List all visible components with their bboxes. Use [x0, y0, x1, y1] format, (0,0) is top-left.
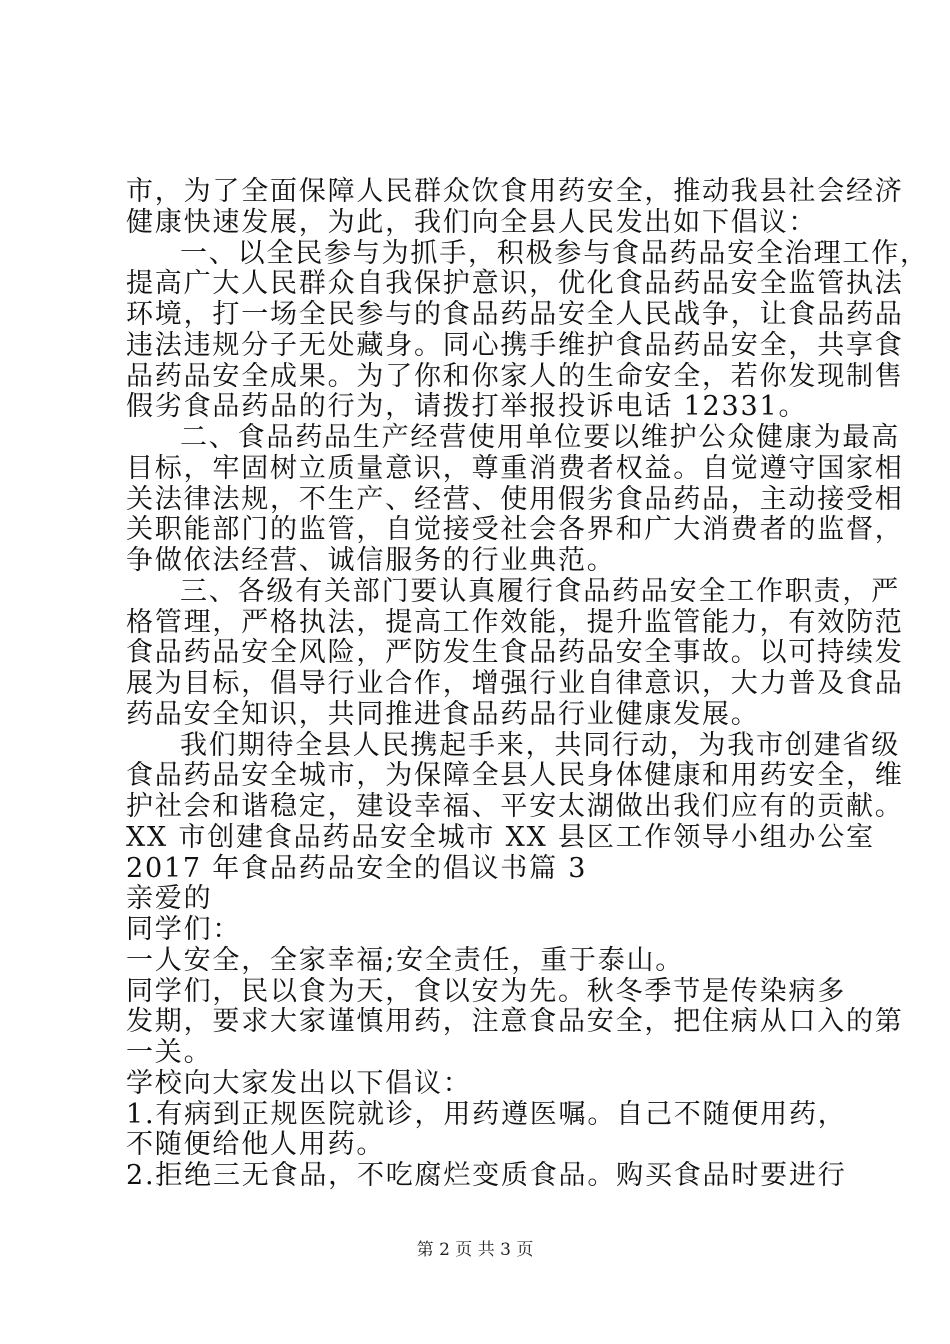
body-line: 发期，要求大家谨慎用药，注意食品安全，把住病从口入的第: [126, 1006, 904, 1038]
signature-line: XX 市创建食品药品安全城市 XX 县区工作领导小组办公室: [126, 821, 875, 853]
body-line: 市，为了全面保障人民群众饮食用药安全，推动我县社会经济: [126, 176, 904, 207]
section-heading: 2017 年食品药品安全的倡议书篇 3: [126, 852, 588, 884]
list-item-line: 不随便给他人用药。: [126, 1129, 386, 1161]
body-line: 二、食品药品生产经营使用单位要以维护公众健康为最高: [180, 422, 900, 453]
body-line: 食品药品安全风险，严防发生食品药品安全事故。以可持续发: [126, 637, 904, 669]
body-line: 争做依法经营、诚信服务的行业典范。: [126, 545, 616, 576]
body-line: 三、各级有关部门要认真履行食品药品安全工作职责，严: [180, 575, 900, 607]
salutation-line: 亲爱的: [126, 883, 213, 915]
body-line: 格管理，严格执法，提高工作效能，提升监管能力，有效防范: [126, 606, 904, 638]
body-line: 环境，打一场全民参与的食品药品安全人民战争，让食品药品: [126, 299, 904, 330]
body-line: 同学们，民以食为天，食以安为先。秋冬季节是传染病多: [126, 975, 846, 1007]
list-item-line: 1.有病到正规医院就诊，用药遵医嘱。自己不随便用药，: [126, 1098, 847, 1130]
body-line: 一关。: [126, 1037, 213, 1068]
list-item-line: 2.拒绝三无食品，不吃腐烂变质食品。购买食品时要进行: [126, 1160, 847, 1191]
body-line: 食品药品安全城市，为保障全县人民身体健康和用药安全，维: [126, 760, 904, 792]
body-line: 品药品安全成果。为了你和你家人的生命安全，若你发现制售: [126, 360, 904, 392]
body-line: 护社会和谐稳定，建设幸福、平安太湖做出我们应有的贡献。: [126, 791, 904, 822]
body-line: 提高广大人民群众自我保护意识，优化食品药品安全监管执法: [126, 268, 904, 300]
body-line: 一人安全，全家幸福;安全责任，重于泰山。: [126, 944, 685, 976]
salutation-line: 同学们：: [126, 914, 242, 945]
body-line: 我们期待全县人民携起手来，共同行动，为我市创建省级: [180, 729, 900, 761]
body-line: 关法律法规，不生产、经营、使用假劣食品药品，主动接受相: [126, 483, 904, 515]
body-line: 一、以全民参与为抓手，积极参与食品药品安全治理工作，: [180, 237, 929, 269]
page-footer: 第 2 页 共 3 页: [416, 1240, 534, 1260]
body-line: 展为目标，倡导行业合作，增强行业自律意识，大力普及食品: [126, 668, 904, 699]
body-line: 药品安全知识，共同推进食品药品行业健康发展。: [126, 698, 760, 730]
body-line: 健康快速发展，为此，我们向全县人民发出如下倡议：: [126, 206, 818, 238]
body-line: 违法违规分子无处藏身。同心携手维护食品药品安全，共享食: [126, 329, 904, 361]
body-line: 关职能部门的监管，自觉接受社会各界和广大消费者的监督，: [126, 514, 904, 546]
body-line: 目标，牢固树立质量意识，尊重消费者权益。自觉遵守国家相: [126, 452, 904, 484]
body-line: 假劣食品药品的行为，请拨打举报投诉电话 12331。: [126, 391, 808, 423]
body-line: 学校向大家发出以下倡议：: [126, 1067, 472, 1099]
